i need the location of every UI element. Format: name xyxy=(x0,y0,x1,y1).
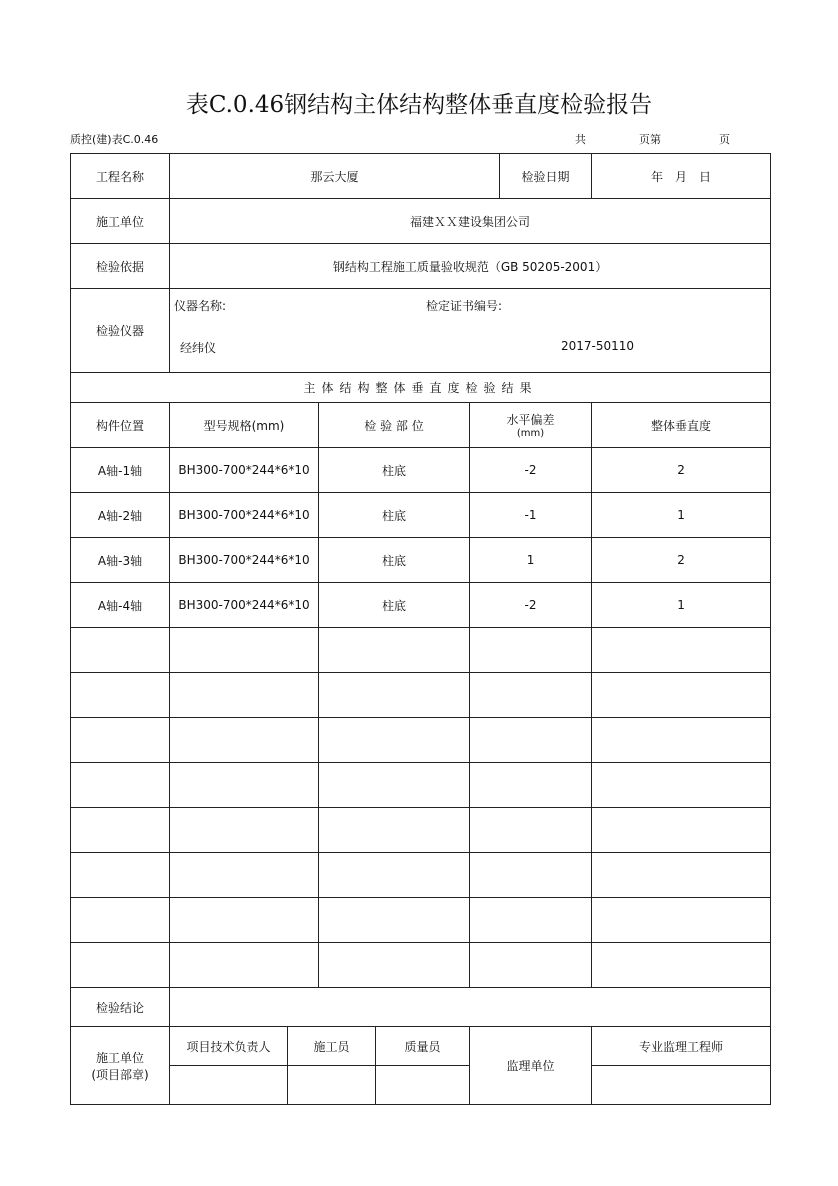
cell-spec[interactable] xyxy=(170,898,319,943)
cell-location: 柱底 xyxy=(319,493,470,538)
cell-location[interactable] xyxy=(319,763,470,808)
cell-location[interactable] xyxy=(319,898,470,943)
table-row xyxy=(71,538,771,583)
cell-deviation[interactable] xyxy=(470,853,592,898)
cell-position: A轴-4轴 xyxy=(71,583,170,628)
table-row xyxy=(71,943,771,988)
inspection-date: 年 月 日 xyxy=(592,154,771,199)
total-pages-label: 共 xyxy=(575,133,586,146)
instrument-name-label: 仪器名称: xyxy=(174,299,227,313)
cell-verticality: 1 xyxy=(592,493,771,538)
cell-verticality[interactable] xyxy=(592,943,771,988)
table-row xyxy=(71,628,771,673)
cell-location[interactable] xyxy=(319,718,470,763)
cell-spec[interactable] xyxy=(170,943,319,988)
tech-lead-signature[interactable] xyxy=(170,1066,288,1105)
col-deviation-label: 水平偏差 xyxy=(506,413,555,427)
cell-spec[interactable] xyxy=(170,718,319,763)
basis-label: 检验依据 xyxy=(71,244,170,289)
supervisor-engineer-signature[interactable] xyxy=(592,1066,771,1105)
col-spec: 型号规格(mm) xyxy=(170,403,319,448)
cell-verticality: 2 xyxy=(592,448,771,493)
cell-spec[interactable] xyxy=(170,673,319,718)
cell-spec[interactable] xyxy=(170,763,319,808)
results-heading: 主体结构整体垂直度检验结果 xyxy=(71,373,771,403)
cell-verticality[interactable] xyxy=(592,628,771,673)
contractor-value: 福建ＸＸ建设集团公司 xyxy=(170,199,771,244)
cell-position: A轴-2轴 xyxy=(71,493,170,538)
date-label: 检验日期 xyxy=(500,154,592,199)
cell-verticality: 1 xyxy=(592,583,771,628)
qc-label: 质量员 xyxy=(376,1027,470,1066)
qc-signature[interactable] xyxy=(376,1066,470,1105)
cell-location[interactable] xyxy=(319,853,470,898)
cell-spec: BH300-700*244*6*10 xyxy=(170,448,319,493)
cell-deviation[interactable] xyxy=(470,898,592,943)
col-verticality: 整体垂直度 xyxy=(592,403,771,448)
instrument-name: 经纬仪 xyxy=(180,341,217,355)
cell-verticality: 2 xyxy=(592,538,771,583)
tech-lead-label: 项目技术负责人 xyxy=(170,1027,288,1066)
cell-location[interactable] xyxy=(319,943,470,988)
cell-position[interactable] xyxy=(71,898,170,943)
cell-position[interactable] xyxy=(71,763,170,808)
page-label: 页第 xyxy=(639,133,661,146)
table-row xyxy=(71,808,771,853)
col-deviation xyxy=(470,403,592,448)
col-location: 检 验 部 位 xyxy=(319,403,470,448)
table-row xyxy=(71,853,771,898)
cert-number-label: 检定证书编号: xyxy=(426,299,503,313)
cell-deviation[interactable] xyxy=(470,673,592,718)
cell-spec[interactable] xyxy=(170,808,319,853)
cell-location: 柱底 xyxy=(319,538,470,583)
cell-spec[interactable] xyxy=(170,853,319,898)
cell-position[interactable] xyxy=(71,628,170,673)
cell-spec: BH300-700*244*6*10 xyxy=(170,493,319,538)
cell-position[interactable] xyxy=(71,943,170,988)
cert-number: 2017-50110 xyxy=(561,339,635,353)
cell-spec: BH300-700*244*6*10 xyxy=(170,538,319,583)
cell-deviation: -2 xyxy=(470,448,592,493)
cell-spec: BH300-700*244*6*10 xyxy=(170,583,319,628)
project-name-label: 工程名称 xyxy=(71,154,170,199)
table-row xyxy=(71,763,771,808)
cell-deviation[interactable] xyxy=(470,628,592,673)
cell-location[interactable] xyxy=(319,628,470,673)
inspection-report-table xyxy=(70,153,771,1105)
cell-spec[interactable] xyxy=(170,628,319,673)
cell-deviation: 1 xyxy=(470,538,592,583)
unit-label-text: 施工单位 xyxy=(95,1050,144,1065)
supervisor-engineer-label: 专业监理工程师 xyxy=(592,1027,771,1066)
supervisor-unit-label: 监理单位 xyxy=(470,1027,592,1105)
cell-position[interactable] xyxy=(71,853,170,898)
unit-sub-text: (项目部章) xyxy=(91,1067,149,1082)
builder-label: 施工员 xyxy=(288,1027,376,1066)
cell-deviation[interactable] xyxy=(470,808,592,853)
conclusion-value[interactable] xyxy=(170,988,771,1027)
form-code: 质控(建)表C.0.46 xyxy=(70,133,159,146)
cell-deviation[interactable] xyxy=(470,718,592,763)
page-title: 表C.0.46钢结构主体结构整体垂直度检验报告 xyxy=(185,92,653,118)
cell-position[interactable] xyxy=(71,673,170,718)
contractor-label: 施工单位 xyxy=(71,199,170,244)
builder-signature[interactable] xyxy=(288,1066,376,1105)
table-row xyxy=(71,673,771,718)
cell-deviation: -2 xyxy=(470,583,592,628)
cell-deviation[interactable] xyxy=(470,763,592,808)
unit-label xyxy=(71,1027,170,1105)
cell-position[interactable] xyxy=(71,808,170,853)
col-deviation-unit: (mm) xyxy=(516,428,545,439)
instrument-label: 检验仪器 xyxy=(71,289,170,373)
table-row xyxy=(71,718,771,763)
cell-position: A轴-3轴 xyxy=(71,538,170,583)
conclusion-label: 检验结论 xyxy=(71,988,170,1027)
table-row xyxy=(71,448,771,493)
cell-verticality[interactable] xyxy=(592,898,771,943)
cell-location[interactable] xyxy=(319,808,470,853)
basis-value: 钢结构工程施工质量验收规范（GB 50205-2001） xyxy=(170,244,771,289)
cell-verticality[interactable] xyxy=(592,853,771,898)
cell-verticality[interactable] xyxy=(592,718,771,763)
table-row xyxy=(71,898,771,943)
cell-position: A轴-1轴 xyxy=(71,448,170,493)
page-end-label: 页 xyxy=(719,133,730,146)
cell-location: 柱底 xyxy=(319,583,470,628)
col-position: 构件位置 xyxy=(71,403,170,448)
project-name: 那云大厦 xyxy=(170,154,500,199)
cell-deviation[interactable] xyxy=(470,943,592,988)
table-row xyxy=(71,493,771,538)
cell-location[interactable] xyxy=(319,673,470,718)
cell-verticality[interactable] xyxy=(592,673,771,718)
cell-location: 柱底 xyxy=(319,448,470,493)
cell-deviation: -1 xyxy=(470,493,592,538)
cell-verticality[interactable] xyxy=(592,808,771,853)
cell-position[interactable] xyxy=(71,718,170,763)
table-row xyxy=(71,583,771,628)
instrument-cell xyxy=(170,289,771,373)
cell-verticality[interactable] xyxy=(592,763,771,808)
